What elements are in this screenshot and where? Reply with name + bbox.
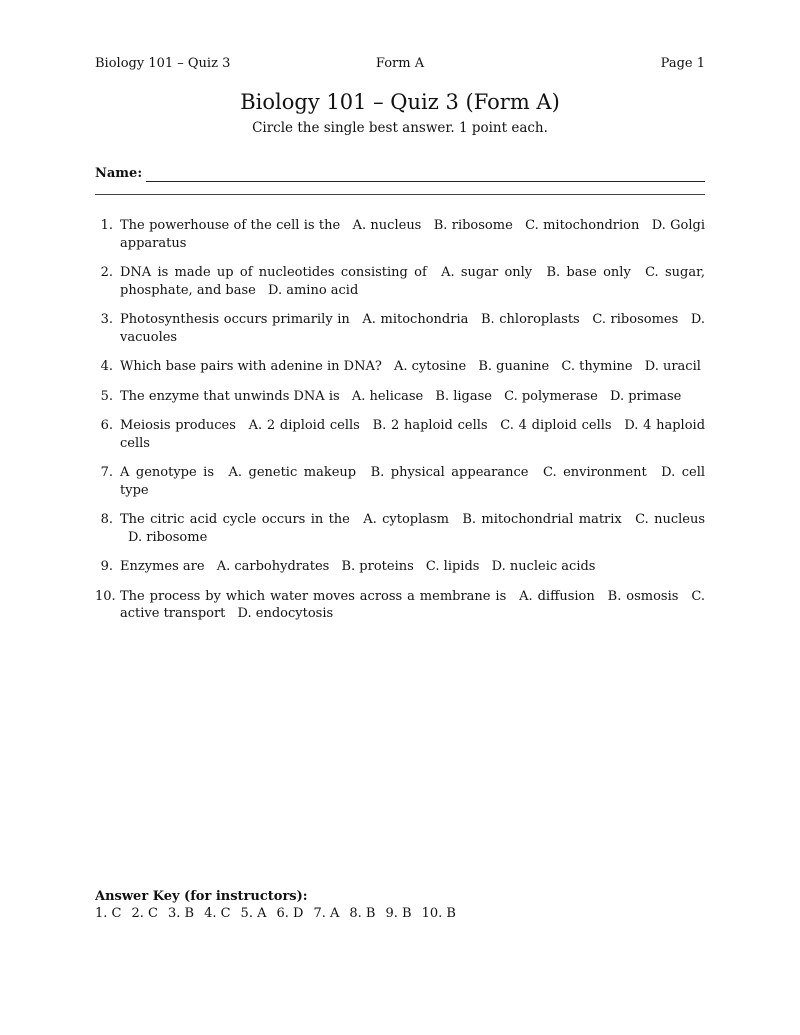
question-number: 9. [100, 559, 113, 574]
answer-choice[interactable]: B. osmosis [607, 588, 679, 604]
answer-key-item: 2. C [131, 906, 158, 921]
answer-choice[interactable]: C. lipids [425, 559, 480, 574]
answer-choice[interactable]: C. 4 diploid cells [500, 418, 612, 433]
question-body [120, 558, 705, 576]
answer-choice[interactable]: A. carbohydrates [216, 559, 330, 574]
answer-choice[interactable]: B. base only [546, 265, 631, 280]
answer-choice[interactable]: A. cytoplasm [363, 512, 450, 527]
answer-choice[interactable]: C. mitochondrion [525, 218, 640, 233]
question-number: 7. [100, 465, 113, 480]
question-item [95, 264, 705, 299]
answer-key [95, 889, 705, 921]
question-item [95, 588, 705, 623]
question-number: 8. [100, 512, 113, 527]
question-stem: The process by which water moves across a membrane is [120, 588, 507, 604]
question-stem: DNA is made up of nucleotides consisting of [120, 265, 427, 280]
answer-choice[interactable]: B. guanine [478, 359, 550, 374]
question-item [95, 311, 705, 346]
question-stem: Enzymes are [120, 559, 205, 574]
answer-choice[interactable]: D. primase [610, 388, 682, 404]
answer-choice[interactable]: D. cell type [120, 465, 706, 498]
answer-choice[interactable]: A. sugar only [441, 265, 533, 280]
answer-choice[interactable]: D. ribosome [128, 529, 208, 545]
question-stem: The citric acid cycle occurs in the [120, 512, 350, 527]
answer-key-item: 3. B [167, 906, 195, 921]
header-course: Biology 101 – Quiz 3 [95, 56, 231, 71]
question-number: 2. [100, 265, 113, 280]
answer-choice[interactable]: C. nucleus [635, 512, 706, 527]
answer-key-item: 7. A [313, 906, 340, 921]
section-divider [95, 194, 705, 195]
question-item [95, 388, 705, 406]
answer-key-item: 1. C [95, 906, 122, 921]
answer-choice[interactable]: B. proteins [341, 559, 414, 574]
answer-choice[interactable]: A. diffusion [519, 588, 595, 604]
answer-choice[interactable]: A. 2 diploid cells [248, 418, 360, 433]
answer-key-items [95, 906, 466, 921]
question-item [95, 217, 705, 252]
question-body [120, 588, 705, 623]
answer-key-item: 4. C [204, 906, 231, 921]
answer-choice[interactable]: C. polymerase [504, 388, 598, 404]
answer-choice[interactable]: B. mitochondrial matrix [462, 512, 622, 527]
question-body [120, 311, 705, 346]
answer-choice[interactable]: D. 4 haploid cells [120, 418, 706, 451]
question-item [95, 511, 705, 546]
question-body [120, 464, 705, 499]
answer-choice[interactable]: D. uracil [644, 359, 701, 374]
answer-choice[interactable]: A. mitochondria [362, 312, 469, 327]
running-header [95, 56, 705, 76]
question-stem: Photosynthesis occurs primarily in [120, 312, 350, 327]
question-item [95, 558, 705, 576]
name-blank-line[interactable] [146, 181, 705, 182]
answer-choice[interactable]: B. physical appearance [370, 465, 529, 480]
question-number: 10. [95, 588, 116, 604]
answer-choice[interactable]: A. nucleus [352, 218, 422, 233]
answer-key-item: 10. B [421, 906, 456, 921]
answer-choice[interactable]: B. 2 haploid cells [372, 418, 488, 433]
question-number: 1. [100, 218, 113, 233]
question-number: 3. [100, 312, 113, 327]
answer-key-item: 8. B [349, 906, 376, 921]
answer-choice[interactable]: B. chloroplasts [480, 312, 580, 327]
question-stem: Which base pairs with adenine in DNA? [120, 359, 382, 374]
question-list [95, 217, 705, 635]
answer-choice[interactable]: D. nucleic acids [491, 559, 596, 574]
question-body [120, 358, 705, 376]
question-body [120, 417, 705, 452]
answer-choice[interactable]: C. sugar, phosphate, and base [120, 265, 705, 298]
question-body [120, 388, 705, 406]
answer-key-item: 9. B [385, 906, 412, 921]
question-number: 5. [100, 388, 113, 404]
answer-choice[interactable]: D. endocytosis [237, 606, 334, 621]
question-body [120, 511, 705, 546]
answer-choice[interactable]: C. active transport [120, 588, 705, 621]
quiz-title: Biology 101 – Quiz 3 (Form A) [240, 90, 560, 114]
answer-key-item: 6. D [276, 906, 304, 921]
question-number: 4. [100, 359, 113, 374]
quiz-page [95, 0, 705, 1035]
question-item [95, 464, 705, 499]
answer-choice[interactable]: C. environment [542, 465, 647, 480]
answer-choice[interactable]: B. ligase [435, 388, 492, 404]
question-body [120, 264, 705, 299]
question-stem: The enzyme that unwinds DNA is [120, 388, 340, 404]
answer-choice[interactable]: C. thymine [561, 359, 633, 374]
answer-choice[interactable]: B. ribosome [433, 218, 513, 233]
question-stem: The powerhouse of the cell is the [120, 218, 341, 233]
question-number: 6. [100, 418, 113, 433]
question-item [95, 358, 705, 376]
name-label: Name: [95, 166, 143, 181]
answer-choice[interactable]: D. amino acid [267, 282, 359, 298]
quiz-instructions: Circle the single best answer. 1 point each. [252, 120, 548, 136]
header-form: Form A [375, 56, 425, 71]
answer-choice[interactable]: A. cytosine [393, 359, 467, 374]
header-page-number: Page 1 [660, 56, 705, 71]
question-stem: A genotype is [120, 465, 214, 480]
answer-choice[interactable]: D. Golgi apparatus [120, 218, 705, 251]
question-stem: Meiosis produces [120, 418, 236, 433]
question-item [95, 417, 705, 452]
answer-key-item: 5. A [240, 906, 267, 921]
question-body [120, 217, 705, 252]
answer-choice[interactable]: C. ribosomes [592, 312, 679, 327]
answer-choice[interactable]: A. helicase [351, 388, 424, 404]
name-field-row [95, 166, 705, 186]
answer-key-title: Answer Key (for instructors): [95, 889, 308, 904]
answer-choice[interactable]: D. vacuoles [120, 312, 705, 345]
answer-choice[interactable]: A. genetic makeup [228, 465, 357, 480]
